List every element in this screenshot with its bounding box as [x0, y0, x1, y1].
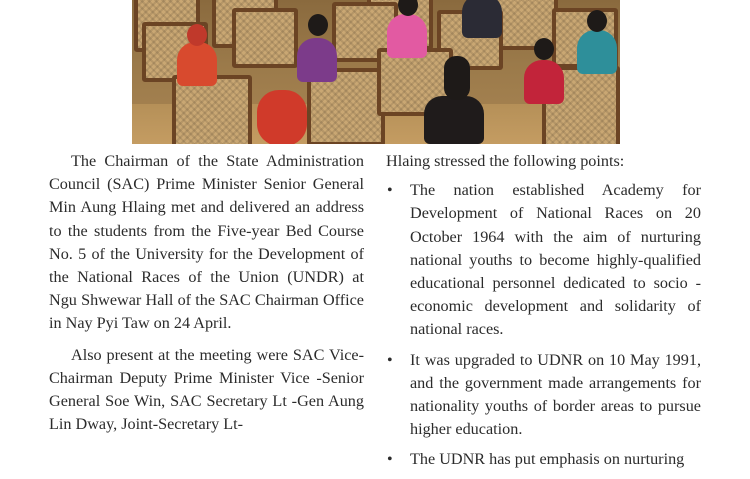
- photo-person-head: [534, 38, 554, 60]
- photo-person-head: [308, 14, 328, 36]
- point-text: It was upgraded to UDNR on 10 May 1991, and the government made arrangements for nationality youths of border areas to pursue higher education.: [410, 350, 701, 439]
- article-photo: [132, 0, 620, 144]
- list-item: [386, 179, 701, 341]
- article-left-column: [49, 150, 364, 444]
- bullet-icon: •: [387, 351, 393, 369]
- points-lead: Hlaing stressed the following points:: [386, 152, 625, 170]
- points-list: [386, 179, 701, 471]
- bullet-icon: •: [387, 451, 393, 469]
- point-text: The nation established Academy for Development of National Races on 20 October 1964 with the aim of nurturing national youths to become highly-qualified educational personnel dedicated to socio -economic development and solidarity of national races.: [410, 181, 701, 339]
- photo-person: [577, 30, 617, 74]
- point-text: The UDNR has put emphasis on nurturing: [410, 450, 685, 469]
- photo-person: [424, 96, 484, 144]
- article-paragraph-1: The Chairman of the State Administration Council (SAC) Prime Minister Senior General Min Aung Hlaing met and delivered an address to the students from the Five-year Bed Course No. 5 of the University for the Development of the National Races of the Union (UNDR) at Ngu Shwewar Hall of the SAC Chairman Office in Nay Pyi Taw on 24 April.: [49, 152, 364, 333]
- photo-chair: [232, 8, 298, 68]
- article-right-column: [386, 150, 701, 479]
- photo-person: [177, 42, 217, 86]
- photo-person-head: [187, 24, 207, 46]
- list-item: [386, 349, 701, 442]
- photo-person: [257, 90, 307, 144]
- photo-person: [387, 14, 427, 58]
- photo-person: [524, 60, 564, 104]
- article-paragraph-2: Also present at the meeting were SAC Vice-Chairman Deputy Prime Minister Vice -Senior General Soe Win, SAC Secretary Lt -Gen Aung Lin Dway, Joint-Secretary Lt-: [49, 345, 364, 434]
- list-item: [386, 448, 701, 471]
- photo-person-head: [587, 10, 607, 32]
- bullet-icon: •: [387, 182, 393, 200]
- photo-person: [297, 38, 337, 82]
- photo-person-head: [444, 56, 470, 100]
- photo-person: [462, 0, 502, 38]
